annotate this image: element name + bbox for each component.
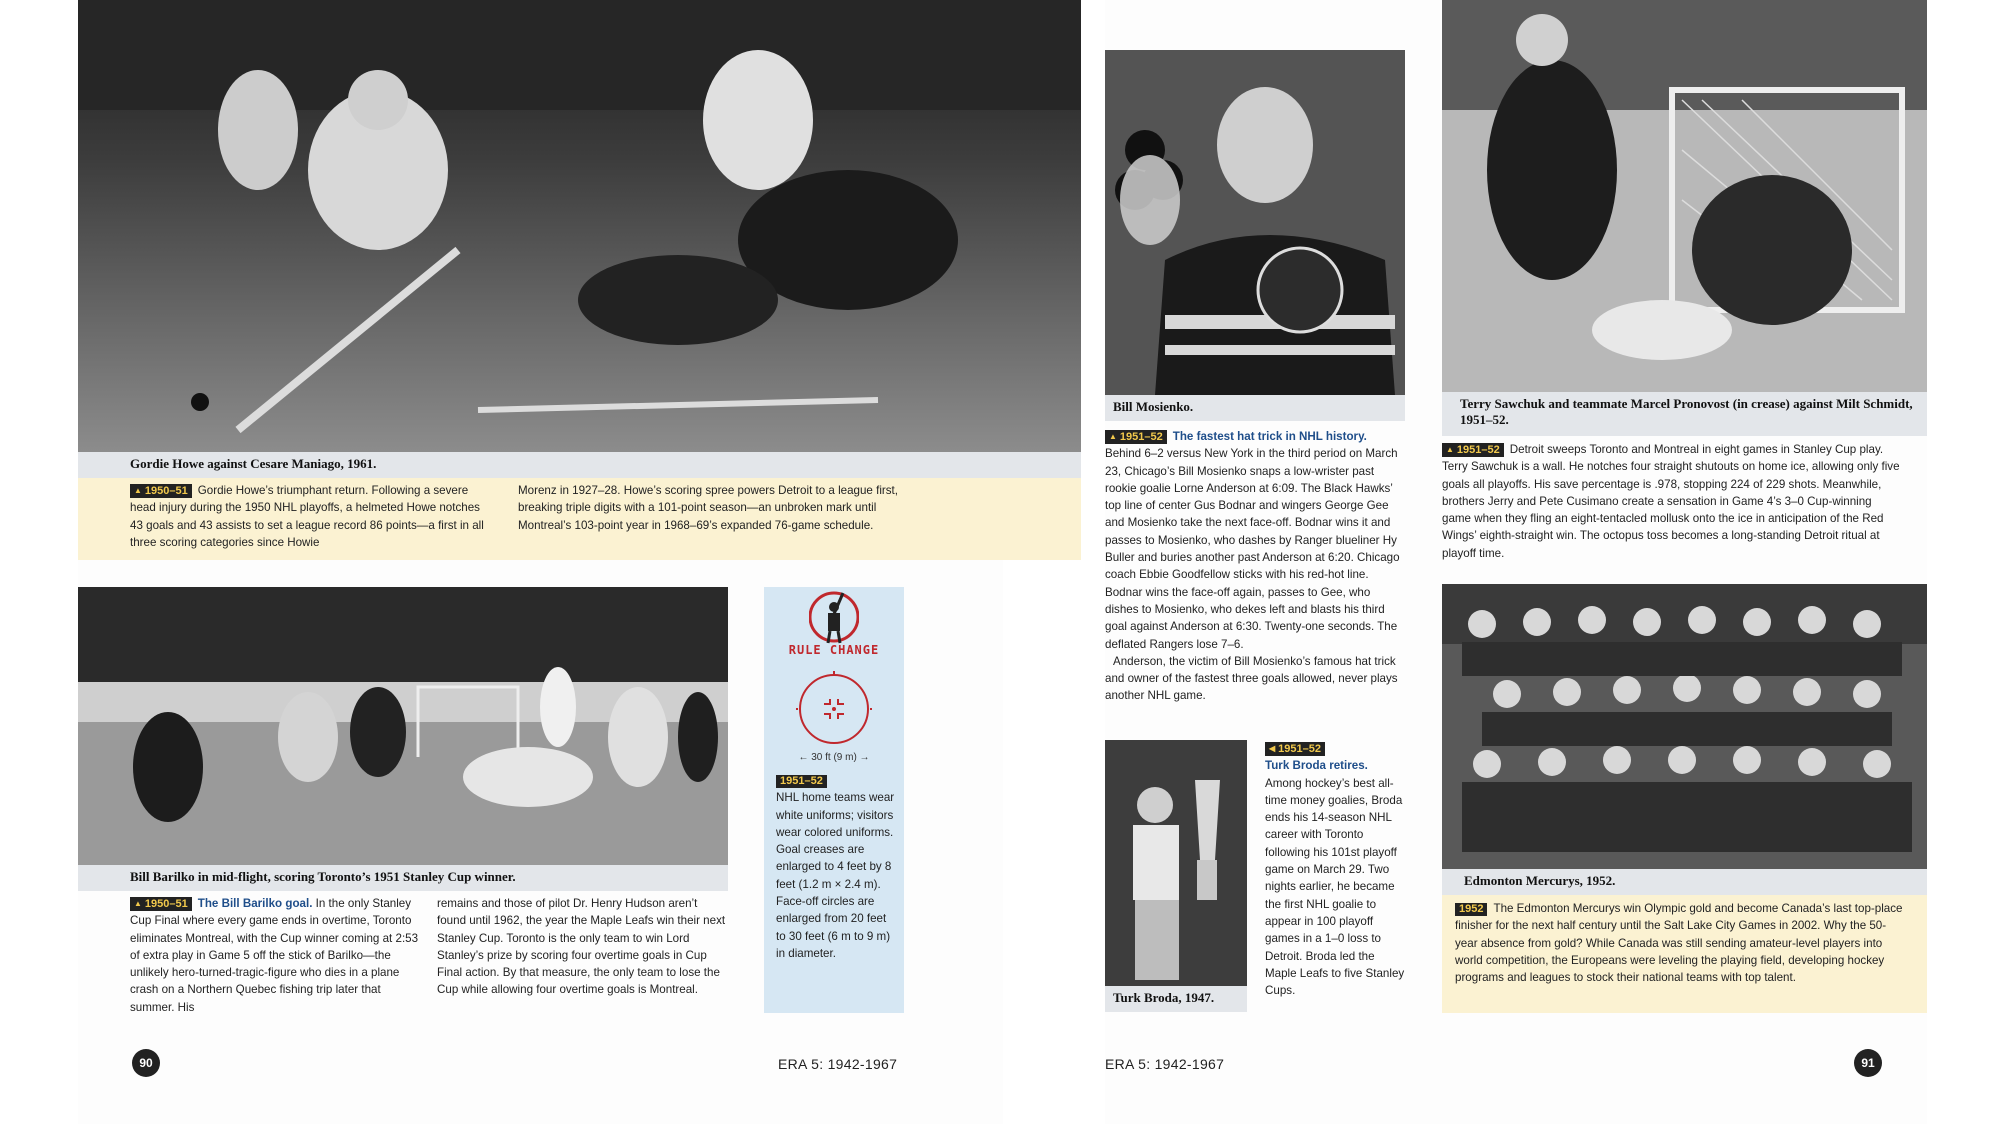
caption-text: Bill Barilko in mid-flight, scoring Toronto’s 1951 Stanley Cup winner. — [130, 869, 516, 884]
rule-change-title: RULE CHANGE — [788, 643, 880, 657]
triangle-icon: ◀ — [1269, 744, 1276, 753]
caption-text: Edmonton Mercurys, 1952. — [1464, 873, 1616, 888]
mercurys-caption — [1442, 869, 1927, 895]
team-photo-icon — [1442, 584, 1927, 869]
year-badge: ◀ 1951–52 — [1265, 742, 1325, 756]
triangle-icon: ▲ — [134, 486, 142, 495]
referee-icon — [809, 587, 859, 647]
mercurys-photo — [1442, 584, 1927, 869]
sawchuk-caption — [1442, 392, 1927, 436]
story-text: In the only Stanley Cup Final where every game ends in overtime, Toronto eliminates Montreal, with the Cup winner coming at 2:53 of extra play in Game 5 off the stick of Barilko—the unlikely hero-turned-tragic-figure who dies in a plane crash on a Northern Quebec fishing trip later that summer. His — [130, 897, 419, 1014]
triangle-icon: ▲ — [1109, 432, 1117, 441]
story-text: Morenz in 1927–28. Howe’s scoring spree powers Detroit to a league first, breaking triple digits with a 101-point season—an unbroken mark until Montreal’s 103-point year in 1968–69’s expanded 76-game schedule. — [518, 484, 899, 532]
hockey-action-photo-icon — [78, 0, 1081, 452]
story-headline: Turk Broda retires. — [1265, 759, 1368, 773]
running-head: ERA 5: 1942-1967 — [778, 1056, 898, 1072]
page-number: 90 — [132, 1049, 160, 1077]
caption-text: Gordie Howe against Cesare Maniago, 1961. — [130, 456, 377, 471]
mosienko-story — [1105, 428, 1405, 705]
caption-text: Turk Broda, 1947. — [1113, 990, 1215, 1005]
howe-story-col1 — [130, 482, 495, 551]
mercurys-story — [1455, 900, 1905, 986]
player-portrait-icon — [1105, 50, 1405, 395]
goalie-with-cup-icon — [1105, 740, 1247, 990]
mosienko-caption — [1105, 395, 1405, 421]
year-badge: ▲ 1951–52 — [1105, 430, 1167, 444]
story-headline: The fastest hat trick in NHL history. — [1172, 430, 1367, 443]
sawchuk-story — [1442, 441, 1902, 562]
story-headline: The Bill Barilko goal. — [197, 897, 313, 910]
bill-barilko-photo — [78, 587, 728, 865]
story-text: remains and those of pilot Dr. Henry Hudson aren’t found until 1962, the year the Maple Leafs win their next Stanley Cup. Toronto is the only team to win Lord Stanley’s prize by scoring four overtime goals in Cup Final action. By that measure, the only team to lose the Cup while allowing four overtime goals is Montreal. — [437, 897, 726, 997]
story-text: Detroit sweeps Toronto and Montreal in eight games in Stanley Cup play. Terry Sawchuk is a wall. He notches four straight shutouts on home ice, allowing only five goals all playoffs. His save percentage is .978, stopping 224 of 229 shots. Meanwhile, brothers Jerry and Pete Cusimano create a sensation in Game 4’s 3–0 Cup-winning game when they fling an eight-tentacled mollusk onto the ice in anticipation of the Red Wings’ eighth-straight win. The octopus toss becomes a long-standing Detroit ritual at playoff time. — [1442, 443, 1900, 560]
story-text: Behind 6–2 versus New York in the third period on March 23, Chicago’s Bill Mosienko snaps a low-wrister past rookie goalie Lorne Anderson at 6:09. The Black Hawks’ top line of center Gus Bodnar and wingers George Gee and Mosienko take the next face-off. Bodnar wins it and passes to Mosienko, who dashes by Ranger blueliner Hy Buller and buries another past Anderson at 6:20. Chicago coach Ebbie Goodfellow sticks with his red-hot line. Bodnar wins the face-off again, passes to Gee, who dishes to Mosienko, who dekes left and blasts his third goal against Anderson at 6:30. Twenty-one seconds. The deflated Rangers lose 7–6. — [1105, 447, 1400, 651]
circle-dimension: ← 30 ft (9 m) → — [798, 752, 870, 763]
gordie-howe-caption — [78, 452, 1081, 478]
triangle-icon: ▲ — [134, 899, 142, 908]
goalie-net-photo-icon — [1442, 0, 1927, 392]
story-text: Among hockey’s best all-time money goalies, Broda ends his 14-season NHL career with Toronto following his 101st playoff game on March 29. Two nights earlier, he became the first NHL goalie to appear in 100 playoff games in a 1–0 loss to Detroit. Broda led the Maple Leafs to five Stanley Cups. — [1265, 776, 1405, 998]
broda-photo — [1105, 740, 1247, 990]
running-head: ERA 5: 1942-1967 — [1105, 1056, 1225, 1072]
rule-change-text: 1951–52 NHL home teams wear white uniforms; visitors wear colored uniforms. Goal creases are enlarged to 4 feet by 8 feet (1.2 m × 2.4 m). Face-off circles are enlarged from 20 feet to 30 feet (6 m to 9 m) in diameter. — [776, 775, 895, 960]
year-badge: ▲ 1951–52 — [1442, 443, 1504, 457]
hockey-goal-photo-icon — [78, 587, 728, 865]
right-page — [1105, 0, 1927, 1124]
page-number: 91 — [1854, 1049, 1882, 1077]
triangle-icon: ▲ — [1446, 445, 1454, 454]
year-badge: ▲ 1950–51 — [130, 897, 192, 911]
story-text: The Edmonton Mercurys win Olympic gold and become Canada’s last top-place finisher for the next half century until the Salt Lake City Games in 2002. Why the 50-year absence from gold? While Canada was still sending amateur-level players into world competition, the Europeans were leveling the playing field, developing hockey programs and leagues to stock their national teams with top talent. — [1455, 902, 1903, 985]
howe-story-col2 — [518, 482, 918, 534]
year-badge: 1951–52 — [776, 775, 827, 788]
year-badge: ▲ 1950–51 — [130, 484, 192, 498]
story-text: Gordie Howe’s triumphant return. Following a severe head injury during the 1950 NHL playoffs, a helmeted Howe notches 43 goals and 43 assists to set a league record 86 points—a first in all three scoring categories since Howie — [130, 484, 484, 549]
broda-caption — [1105, 986, 1247, 1012]
gordie-howe-photo — [78, 0, 1081, 452]
story-text-2: Anderson, the victim of Bill Mosienko’s famous hat trick and owner of the fastest three goals allowed, never plays another NHL game. — [1105, 654, 1398, 703]
broda-story — [1265, 740, 1405, 999]
sawchuk-photo — [1442, 0, 1927, 392]
caption-text: Terry Sawchuk and teammate Marcel Pronovost (in crease) against Milt Schmidt, 1951–52. — [1460, 396, 1913, 427]
year-badge: 1952 — [1455, 903, 1487, 916]
rule-change-box — [764, 587, 904, 1013]
mosienko-photo — [1105, 50, 1405, 395]
barilko-story-col1 — [130, 895, 420, 1016]
caption-text: Bill Mosienko. — [1113, 399, 1194, 414]
faceoff-circle-icon — [796, 671, 872, 747]
barilko-caption — [78, 865, 728, 891]
barilko-story-col2 — [437, 895, 727, 999]
left-page — [78, 0, 1003, 1124]
